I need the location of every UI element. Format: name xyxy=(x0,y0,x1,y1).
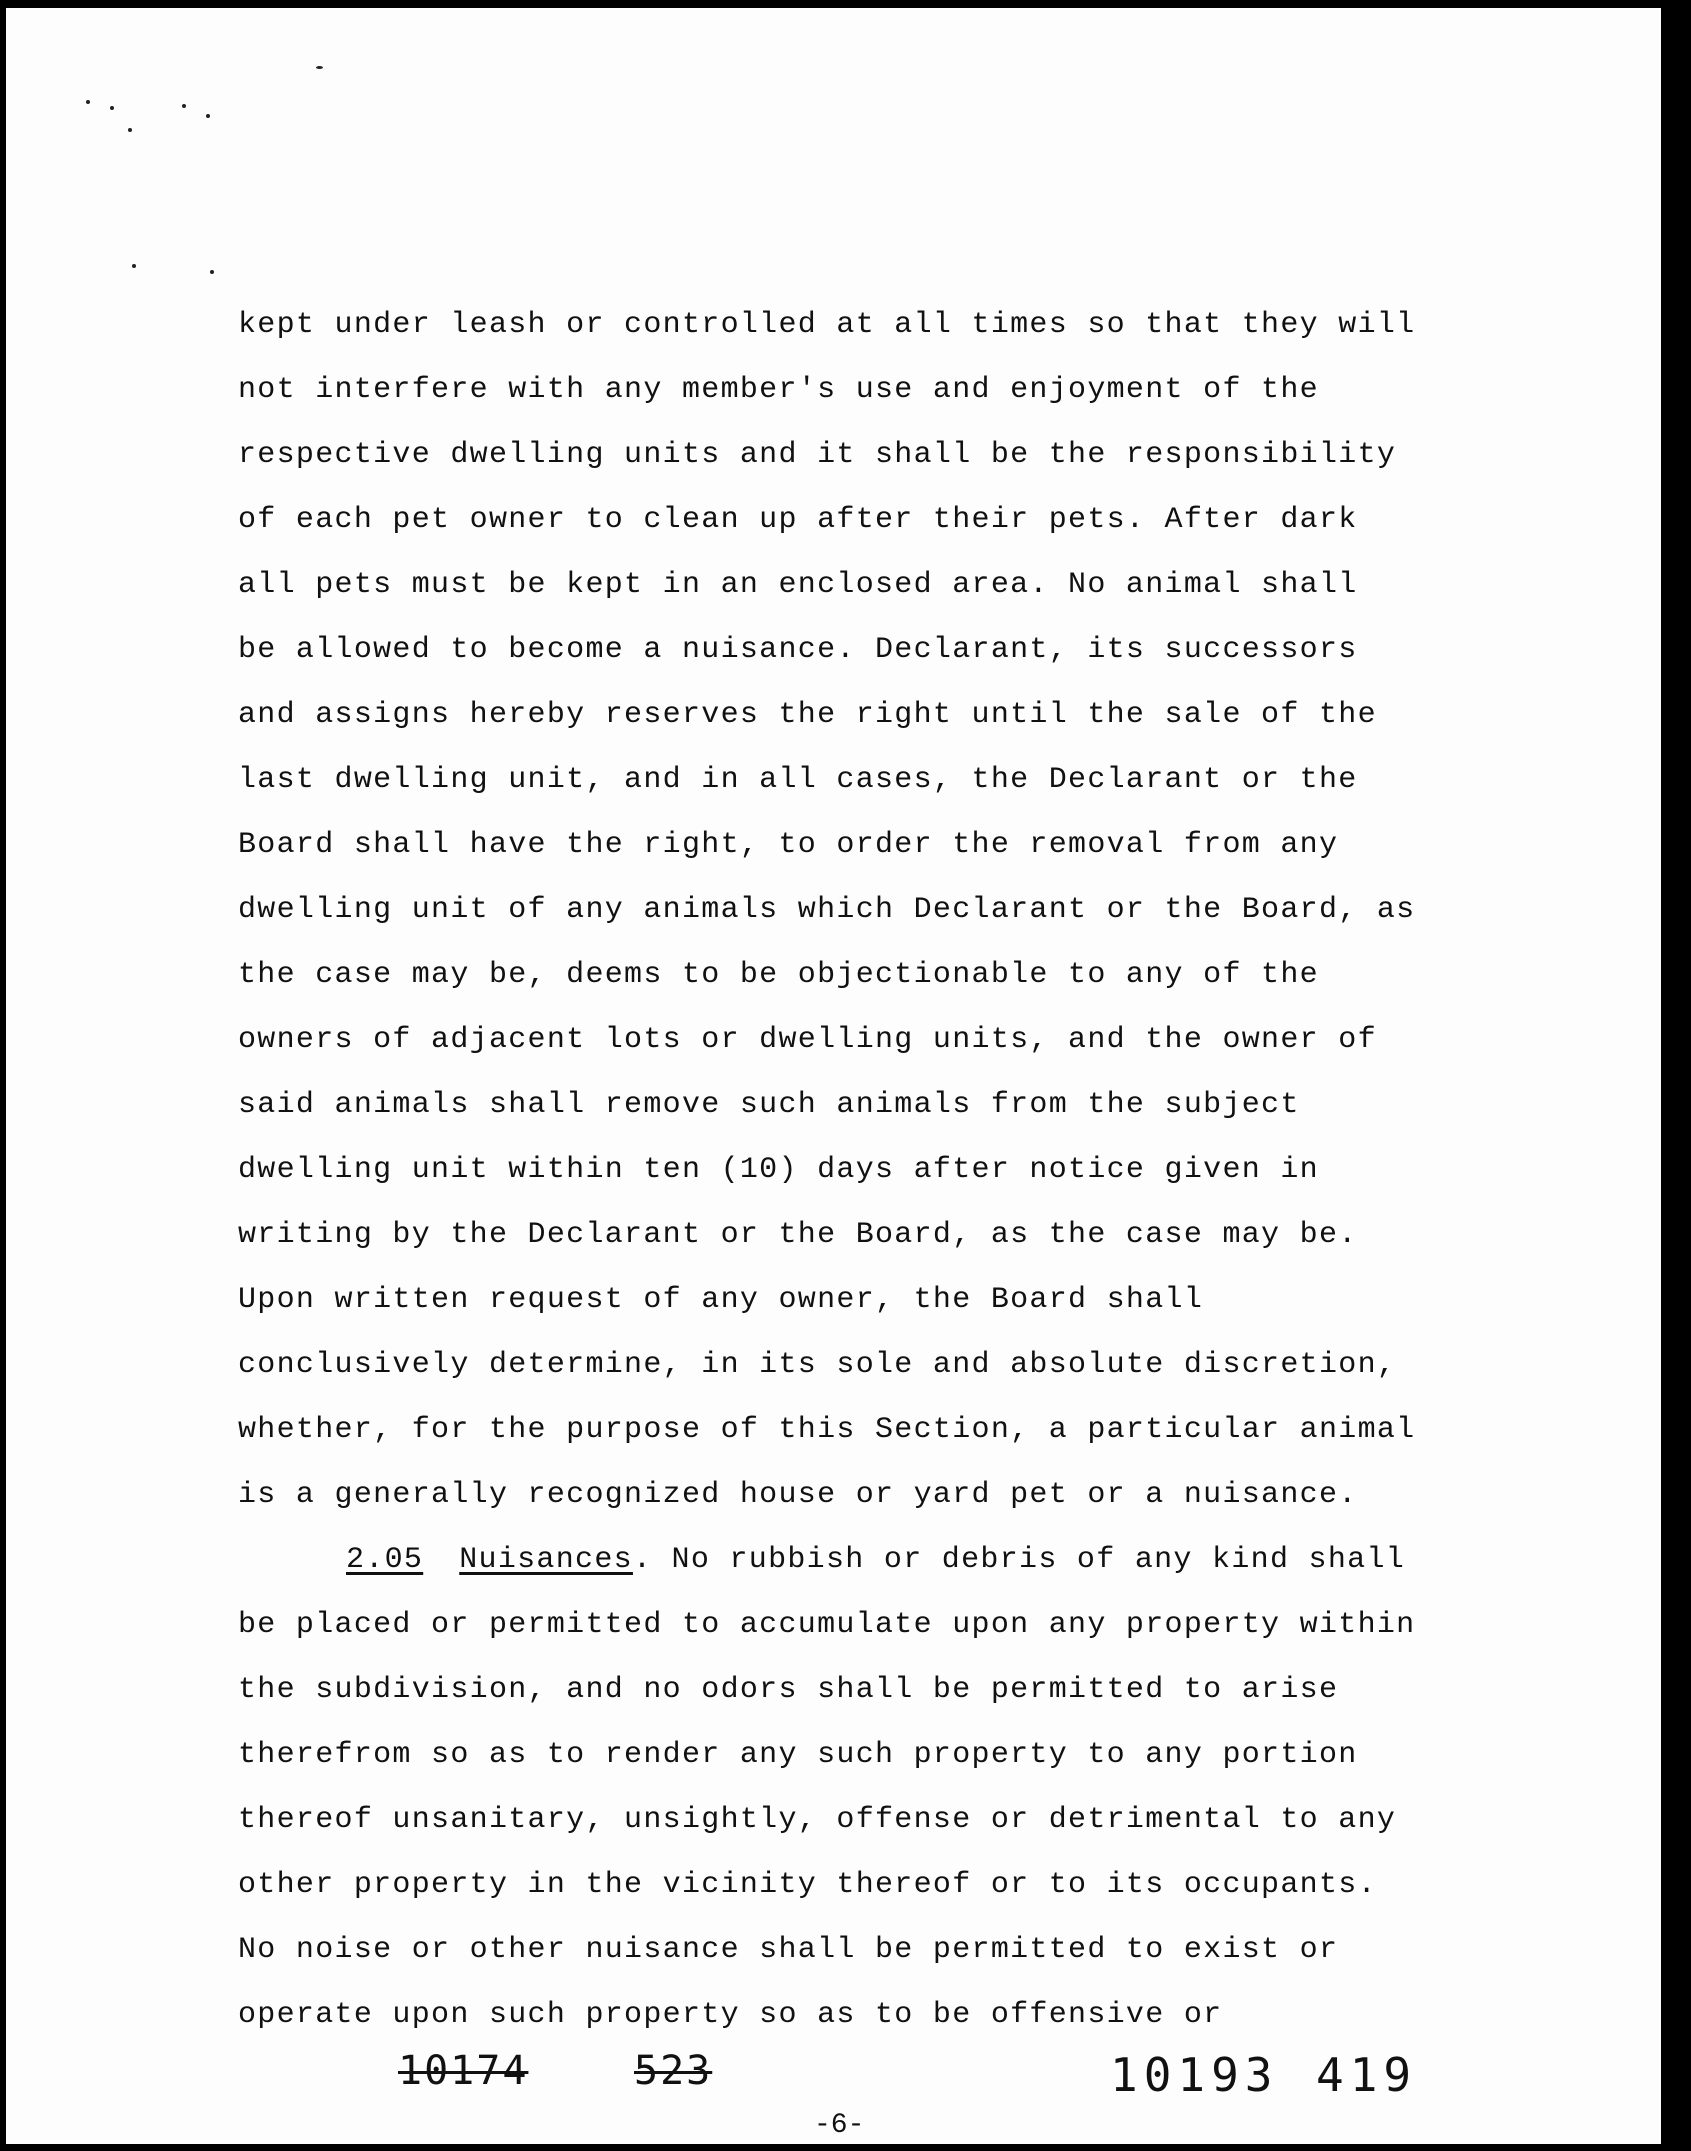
section-first-line-text: . No rubbish or debris of any kind shall xyxy=(632,1543,1406,1577)
page-number: -6- xyxy=(814,2110,865,2141)
text-line: conclusively determine, in its sole and absolute discretion, xyxy=(238,1348,1397,1382)
text-line: Upon written request of any owner, the Board shall xyxy=(238,1283,1204,1317)
text-line: the subdivision, and no odors shall be permitted to arise xyxy=(238,1673,1339,1707)
text-line: writing by the Declarant or the Board, as the case may be. xyxy=(238,1218,1358,1252)
text-line: kept under leash or controlled at all times so that they will xyxy=(238,308,1416,342)
scan-border xyxy=(1661,0,1691,2151)
scan-speck xyxy=(182,104,186,108)
scan-speck xyxy=(128,128,132,132)
scan-speck xyxy=(206,114,210,118)
recording-numbers xyxy=(6,2048,1661,2118)
section-number: 2.05 xyxy=(346,1543,424,1577)
text-line: whether, for the purpose of this Section, a particular animal xyxy=(238,1413,1416,1447)
text-line: said animals shall remove such animals from the subject xyxy=(238,1088,1300,1122)
text-line: dwelling unit within ten (10) days after notice given in xyxy=(238,1153,1319,1187)
text-line: not interfere with any member's use and enjoyment of the xyxy=(238,373,1319,407)
text-line: be placed or permitted to accumulate upon any property within xyxy=(238,1608,1416,1642)
text-line: thereof unsanitary, unsightly, offense or detrimental to any xyxy=(238,1803,1397,1837)
text-line: operate upon such property so as to be offensive or xyxy=(238,1998,1223,2032)
document-page xyxy=(6,8,1661,2144)
scan-speck xyxy=(316,66,323,69)
text-line: dwelling unit of any animals which Declarant or the Board, as xyxy=(238,893,1416,927)
text-line: Board shall have the right, to order the removal from any xyxy=(238,828,1339,862)
text-line: other property in the vicinity thereof or to its occupants. xyxy=(238,1868,1377,1902)
old-book-number: 10174 xyxy=(398,2048,529,2094)
text-line: of each pet owner to clean up after their pets. After dark xyxy=(238,503,1358,537)
scan-speck xyxy=(110,106,114,110)
text-line: owners of adjacent lots or dwelling units, and the owner of xyxy=(238,1023,1377,1057)
text-line: the case may be, deems to be objectionable to any of the xyxy=(238,958,1319,992)
new-book-number: 10193 xyxy=(1110,2048,1279,2102)
text-line: be allowed to become a nuisance. Declarant, its successors xyxy=(238,633,1358,667)
scan-speck xyxy=(132,264,136,268)
text-line: therefrom so as to render any such property to any portion xyxy=(238,1738,1358,1772)
text-line: last dwelling unit, and in all cases, the Declarant or the xyxy=(238,763,1358,797)
section-title: Nuisances xyxy=(459,1543,633,1577)
scan-speck xyxy=(86,100,90,104)
scan-speck xyxy=(210,270,214,274)
text-line: No noise or other nuisance shall be permitted to exist or xyxy=(238,1933,1339,1967)
section-heading-line xyxy=(238,1528,1458,1593)
old-page-number: 523 xyxy=(634,2048,713,2094)
text-line: is a generally recognized house or yard pet or a nuisance. xyxy=(238,1478,1358,1512)
text-line: all pets must be kept in an enclosed area. No animal shall xyxy=(238,568,1358,602)
document-body xyxy=(238,293,1458,2048)
text-line: and assigns hereby reserves the right until the sale of the xyxy=(238,698,1377,732)
text-line: respective dwelling units and it shall be the responsibility xyxy=(238,438,1397,472)
new-page-number: 419 xyxy=(1316,2048,1418,2102)
